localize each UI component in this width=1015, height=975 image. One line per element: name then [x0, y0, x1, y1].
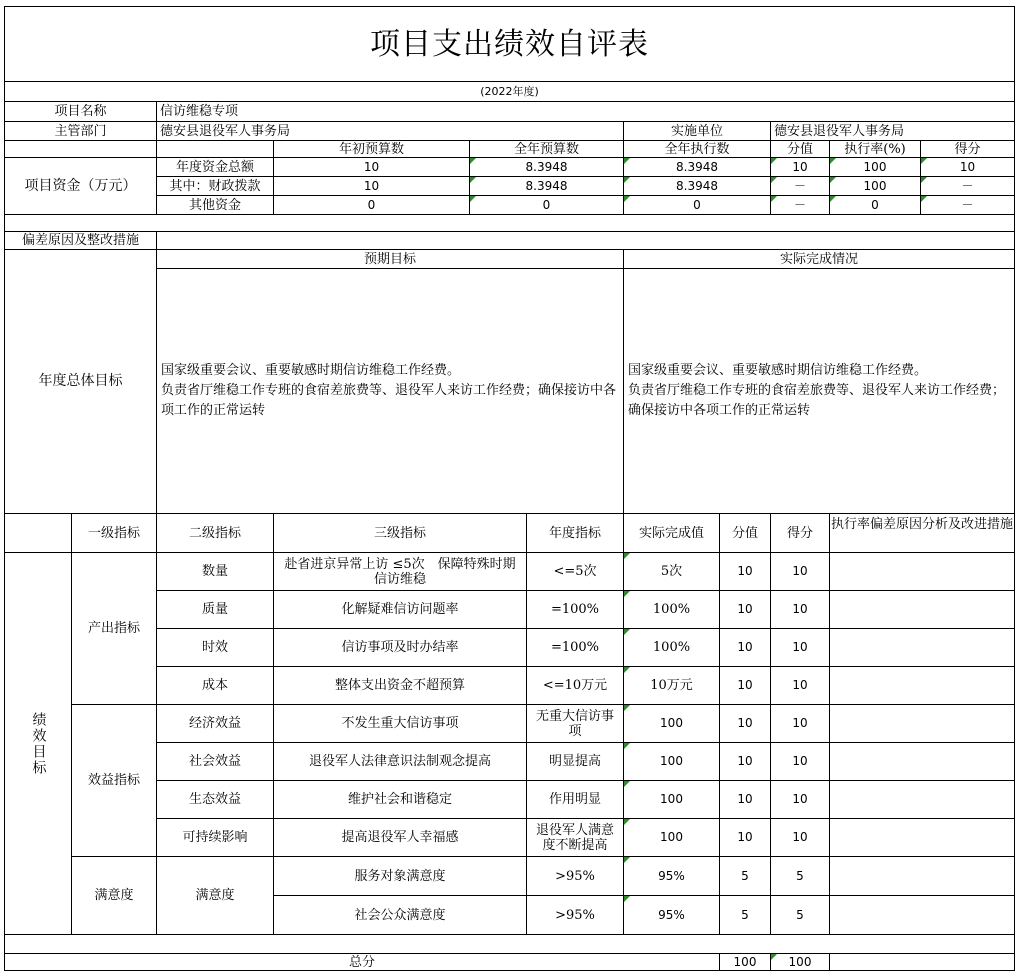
fund-row-label: 年度资金总额 — [157, 158, 274, 177]
ind-target: <=5次 — [527, 553, 624, 591]
funds-col-header: 全年预算数 — [470, 141, 624, 158]
ind-header: 年度指标 — [527, 514, 624, 553]
ind-score: 5 — [771, 896, 830, 935]
funds-col-header: 执行率(%) — [830, 141, 921, 158]
deviation-value — [157, 232, 1014, 250]
ind-score: 10 — [771, 629, 830, 667]
ind-header-blank — [5, 514, 72, 553]
ind-score: 10 — [771, 553, 830, 591]
ind-l2: 可持续影响 — [157, 819, 274, 857]
ind-remark — [830, 629, 1014, 667]
ind-score-value: 10 — [720, 743, 771, 781]
actual-goal-text: 国家级重要会议、重要敏感时期信访维稳工作经费。 负责省厅维稳工作专班的食宿差旅费等、退役军人来访工作经费；确保接访中各项工作的正常运转 — [624, 269, 1014, 514]
fund-cell: － — [921, 177, 1014, 196]
ind-l3: 信访事项及时办结率 — [274, 629, 527, 667]
ind-l3: 服务对象满意度 — [274, 857, 527, 896]
impl-value: 德安县退役军人事务局 — [771, 122, 1014, 141]
funds-header-blank — [5, 141, 157, 158]
fund-cell: － — [771, 177, 830, 196]
ind-remark — [830, 743, 1014, 781]
ind-header: 三级指标 — [274, 514, 527, 553]
l1-benefit: 效益指标 — [72, 705, 157, 857]
l1-satisfaction: 满意度 — [72, 857, 157, 935]
ind-score-value: 10 — [720, 819, 771, 857]
expected-goal-text: 国家级重要会议、重要敏感时期信访维稳工作经费。 负责省厅维稳工作专班的食宿差旅费等、退役军人来访工作经费；确保接访中各项工作的正常运转 — [157, 269, 624, 514]
fund-cell: 0 — [624, 196, 771, 215]
ind-target: <=10万元 — [527, 667, 624, 705]
funds-col-header: 得分 — [921, 141, 1014, 158]
deviation-label: 偏差原因及整改措施 — [5, 232, 157, 250]
total-label: 总分 — [5, 954, 720, 970]
fund-cell: 10 — [274, 177, 470, 196]
ind-target: 作用明显 — [527, 781, 624, 819]
fund-cell: 0 — [274, 196, 470, 215]
fund-cell: 100 — [830, 158, 921, 177]
ind-score-value: 10 — [720, 667, 771, 705]
fund-cell: 10 — [921, 158, 1014, 177]
ind-remark — [830, 705, 1014, 743]
ind-l2: 质量 — [157, 591, 274, 629]
ind-header: 二级指标 — [157, 514, 274, 553]
ind-score: 10 — [771, 591, 830, 629]
ind-header: 实际完成值 — [624, 514, 720, 553]
fund-row-label: 其中：财政拨款 — [157, 177, 274, 196]
ind-header: 一级指标 — [72, 514, 157, 553]
ind-actual: 100 — [624, 705, 720, 743]
spacer-row — [5, 215, 1014, 232]
ind-remark — [830, 781, 1014, 819]
fund-cell: 8.3948 — [624, 177, 771, 196]
ind-actual: 100% — [624, 629, 720, 667]
performance-target-text: 绩效目标 — [30, 711, 47, 776]
fund-cell: 0 — [470, 196, 624, 215]
ind-remark — [830, 819, 1014, 857]
ind-actual: 10万元 — [624, 667, 720, 705]
ind-actual: 95% — [624, 857, 720, 896]
fund-cell: 8.3948 — [624, 158, 771, 177]
fund-row-label: 其他资金 — [157, 196, 274, 215]
ind-score-value: 5 — [720, 896, 771, 935]
ind-l3: 不发生重大信访事项 — [274, 705, 527, 743]
ind-score-value: 10 — [720, 705, 771, 743]
ind-score-value: 10 — [720, 553, 771, 591]
ind-target: 退役军人满意度不断提高 — [527, 819, 624, 857]
funds-col-header: 年初预算数 — [274, 141, 470, 158]
ind-actual: 95% — [624, 896, 720, 935]
ind-actual: 100 — [624, 743, 720, 781]
ind-actual: 100 — [624, 781, 720, 819]
total-score-value: 100 — [720, 954, 771, 970]
ind-target: 无重大信访事项 — [527, 705, 624, 743]
funds-group-label: 项目资金（万元） — [5, 158, 157, 215]
ind-score-value: 10 — [720, 629, 771, 667]
ind-score: 10 — [771, 781, 830, 819]
total-score: 100 — [771, 954, 830, 970]
funds-col-header: 分值 — [771, 141, 830, 158]
ind-l2: 社会效益 — [157, 743, 274, 781]
ind-score: 10 — [771, 705, 830, 743]
ind-l2-satisfaction: 满意度 — [157, 857, 274, 935]
ind-actual: 100% — [624, 591, 720, 629]
ind-actual: 100 — [624, 819, 720, 857]
ind-l3: 维护社会和谐稳定 — [274, 781, 527, 819]
ind-target: >95% — [527, 857, 624, 896]
ind-target: =100% — [527, 591, 624, 629]
total-remark — [830, 954, 1014, 970]
ind-header: 分值 — [720, 514, 771, 553]
fund-cell: 10 — [771, 158, 830, 177]
fund-cell: 0 — [830, 196, 921, 215]
l1-output: 产出指标 — [72, 553, 157, 705]
ind-remark — [830, 553, 1014, 591]
ind-header: 得分 — [771, 514, 830, 553]
ind-l2: 经济效益 — [157, 705, 274, 743]
ind-score: 5 — [771, 857, 830, 896]
fund-cell: 100 — [830, 177, 921, 196]
page-title: 项目支出绩效自评表 — [5, 7, 1014, 82]
ind-actual: 5次 — [624, 553, 720, 591]
funds-header-blank2 — [157, 141, 274, 158]
ind-target: 明显提高 — [527, 743, 624, 781]
fund-cell: 10 — [274, 158, 470, 177]
ind-score-value: 5 — [720, 857, 771, 896]
impl-label: 实施单位 — [624, 122, 771, 141]
ind-l3: 社会公众满意度 — [274, 896, 527, 935]
ind-score: 10 — [771, 743, 830, 781]
ind-l3: 退役军人法律意识法制观念提高 — [274, 743, 527, 781]
ind-score: 10 — [771, 667, 830, 705]
dept-value: 德安县退役军人事务局 — [157, 122, 624, 141]
ind-header: 执行率偏差原因分析及改进措施 — [830, 514, 1014, 553]
performance-sheet — [4, 6, 1015, 971]
ind-remark — [830, 857, 1014, 896]
ind-l3: 提高退役军人幸福感 — [274, 819, 527, 857]
ind-l3: 化解疑难信访问题率 — [274, 591, 527, 629]
performance-target-label — [5, 553, 72, 935]
ind-l2: 数量 — [157, 553, 274, 591]
ind-score-value: 10 — [720, 781, 771, 819]
ind-remark — [830, 667, 1014, 705]
spacer-row — [5, 935, 1014, 954]
fund-cell: － — [921, 196, 1014, 215]
ind-l2: 时效 — [157, 629, 274, 667]
ind-score-value: 10 — [720, 591, 771, 629]
actual-goal-header: 实际完成情况 — [624, 250, 1014, 269]
dept-label: 主管部门 — [5, 122, 157, 141]
funds-col-header: 全年执行数 — [624, 141, 771, 158]
project-name-label: 项目名称 — [5, 102, 157, 122]
ind-remark — [830, 896, 1014, 935]
ind-score: 10 — [771, 819, 830, 857]
project-name-value: 信访维稳专项 — [157, 102, 1014, 122]
year-label: (2022年度) — [5, 82, 1014, 102]
annual-goal-label: 年度总体目标 — [5, 250, 157, 514]
ind-target: =100% — [527, 629, 624, 667]
ind-l2: 生态效益 — [157, 781, 274, 819]
ind-l3: 赴省进京异常上访 ≤5次 保障特殊时期信访维稳 — [274, 553, 527, 591]
ind-l2: 成本 — [157, 667, 274, 705]
expected-goal-header: 预期目标 — [157, 250, 624, 269]
fund-cell: 8.3948 — [470, 177, 624, 196]
ind-target: >95% — [527, 896, 624, 935]
ind-remark — [830, 591, 1014, 629]
fund-cell: 8.3948 — [470, 158, 624, 177]
ind-l3: 整体支出资金不超预算 — [274, 667, 527, 705]
fund-cell: － — [771, 196, 830, 215]
